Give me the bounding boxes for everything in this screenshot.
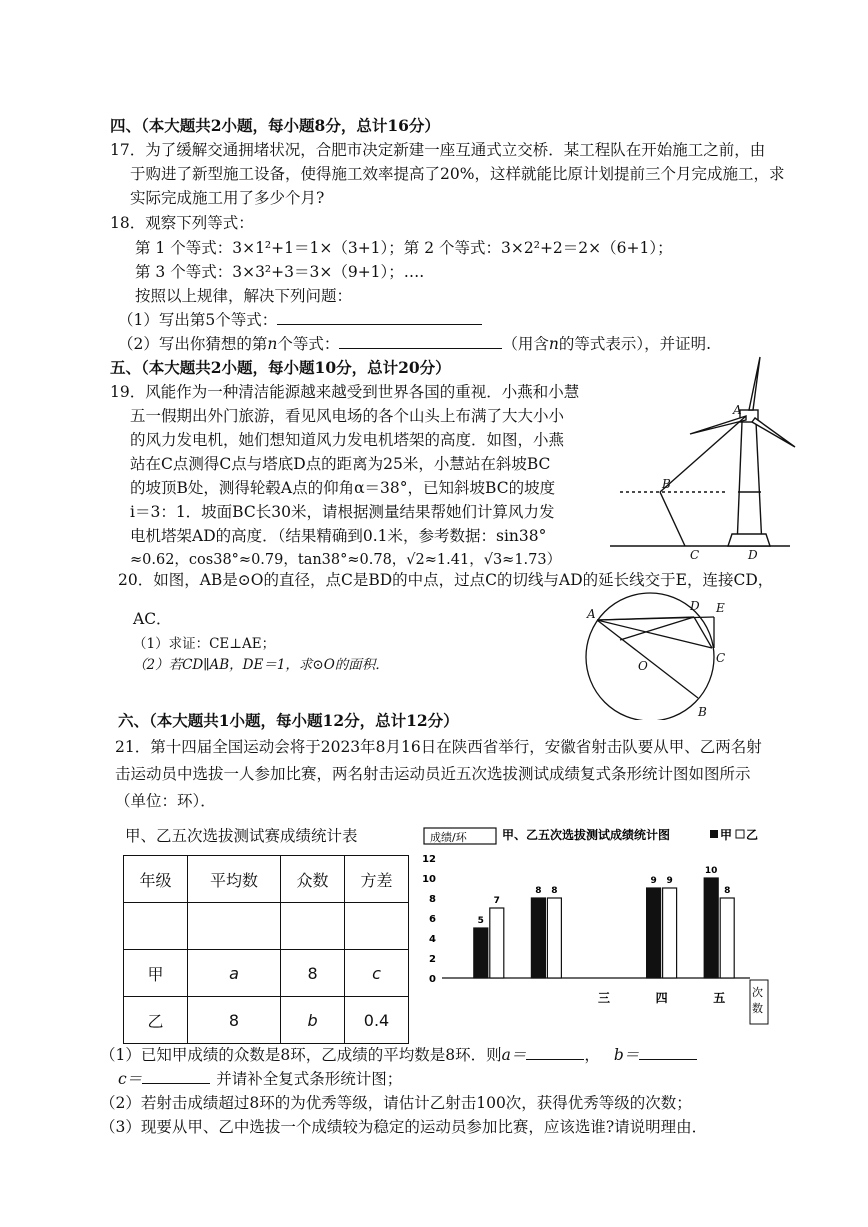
q21-line3: （单位：环）． [115,792,216,810]
label-d: D [748,548,758,562]
label-d: D [690,599,700,613]
q21-part1-cont [118,1069,402,1089]
tower-left [737,422,742,546]
blank-c[interactable] [142,1069,210,1084]
table-header: 平均数 [187,856,280,903]
y-tick-label: 6 [429,914,436,925]
q18-part2-text-c: （用含 [502,335,549,353]
table-cell [187,903,280,950]
legend-swatch-yi [736,830,744,838]
q18-part2-n2: n [548,335,559,353]
q19-line3: 的风力发电机，她们想知道风力发电机塔架的高度．如图，小燕 [130,431,565,449]
table-cell: c [345,950,409,997]
q17-line1: 17．为了缓解交通拥堵状况，合肥市决定新建一座互通式立交桥．某工程队在开始施工之前，由 [110,141,766,159]
bar-yi [547,898,561,978]
wind-turbine-figure [600,352,800,562]
label-b: B [662,477,671,491]
q21-part1 [100,1045,697,1065]
table-cell: 8 [281,950,345,997]
legend-label-jia: 甲 [720,828,733,842]
data-label: 9 [666,876,673,886]
q19-line1: 19．风能作为一种清洁能源越来越受到世界各国的重视．小燕和小慧 [110,383,580,401]
q21-line1: 21．第十四届全国运动会将于2023年8月16日在陕西省举行，安徽省射击队要从甲、乙两名射 [115,738,762,756]
table-cell [345,903,409,950]
section-4-title: 四、（本大题共2小题，每小题8分，总计16分） [110,116,440,135]
y-tick-label: 12 [422,854,436,865]
chart-xlabel-2: 数 [752,1002,763,1015]
tower-right [756,422,762,546]
section-6-title: 六、（本大题共1小题，每小题12分，总计12分） [118,711,459,730]
q21-part1-text: （1）已知甲成绩的众数是8环，乙成绩的平均数是8环．则 [100,1046,502,1064]
sight-line-ba [660,416,746,492]
score-table [123,855,409,1044]
x-tick-label: 四 [655,991,668,1005]
data-label: 9 [650,876,657,886]
table-cell: 乙 [124,997,188,1044]
table-header: 年级 [124,856,188,903]
q18-part1-blank[interactable] [277,310,482,325]
q19-line6: i＝3：1．坡面BC长30米，请根据测量结果帮她们计算风力发 [130,503,555,521]
q21-line2: 击运动员中选拔一人参加比赛，两名射击运动员近五次选拔测试成绩复式条形统计图如图所示 [115,765,751,783]
q21-part2: （2）若射击成绩超过8环的为优秀等级，请估计乙射击100次，获得优秀等级的次数； [100,1094,692,1112]
legend-swatch-jia [710,830,718,838]
q18-part1 [118,310,482,330]
y-tick-label: 2 [429,954,436,965]
section-5-title: 五、（本大题共2小题，每小题10分，总计20分） [110,358,451,377]
q21-part1-tail: 并请补全复式条形统计图； [216,1070,403,1088]
q18-title: 18．观察下列等式： [110,214,254,232]
blank-b[interactable] [639,1045,697,1060]
q20-line1: 20．如图，AB是⊙O的直径，点C是BD的中点，过点C的切线与AD的延长线交于E，连接CD， [118,571,774,589]
bar-jia [704,878,718,978]
q18-eq2: 第 3 个等式：3×3²+3＝3×（9+1）；…. [135,263,425,281]
q19-line7: 电机塔架AD的高度．（结果精确到0.1米，参考数据：sin38° [130,527,547,545]
bar-jia [647,888,661,978]
data-label: 8 [535,886,542,896]
x-tick-label: 三 [597,991,611,1005]
label-e: E [716,601,725,615]
legend-label-yi: 乙 [746,828,759,842]
q20-part1: （1）求证：CE⊥AE； [133,636,276,652]
q18-part1-text: （1）写出第5个等式： [118,311,278,329]
circle-figure [580,590,740,720]
table-cell: a [187,950,280,997]
blade-up [749,357,760,410]
table-cell: 甲 [124,950,188,997]
y-tick-label: 10 [422,874,436,885]
slope-bc [660,492,685,546]
y-tick-label: 4 [429,934,436,945]
q18-rule: 按照以上规律，解决下列问题： [135,287,353,305]
label-o: O [638,659,648,673]
y-tick-label: 0 [429,974,436,985]
q20-part2: （2）若CD∥AB，DE＝1，求⊙O的面积． [133,657,389,673]
bar-chart [420,822,770,1027]
bar-jia [474,928,488,978]
q18-eq1: 第 1 个等式：3×1²+1＝1×（3+1）；第 2 个等式：3×2²+2＝2×（6+1）； [135,239,673,257]
label-c: C [690,548,700,562]
q18-part2-n: n [267,335,278,353]
q18-part2-blank[interactable] [339,334,502,349]
data-label: 7 [493,896,500,906]
q21-part3: （3）现要从甲、乙中选拔一个成绩较为稳定的运动员参加比赛，应该选谁?请说明理由． [100,1118,708,1136]
bar-yi [663,888,677,978]
q20-line2: AC． [133,610,172,628]
label-c: C [716,651,726,665]
table-title: 甲、乙五次选拔测试赛成绩统计表 [125,827,358,845]
data-label: 8 [551,886,558,896]
blade-right [752,418,795,447]
q19-line4: 站在C点测得C点与塔底D点的距离为25米，小慧站在斜坡BC [130,455,551,473]
q19-line5: 的坡顶B处，测得轮毂A点的仰角α＝38°，已知斜坡BC的坡度 [130,479,556,497]
q18-part2-text-d: 的等式表示），并证明. [558,335,712,353]
q21-comma: ， [584,1046,600,1064]
table-cell: b [281,997,345,1044]
q18-part2-text-a: （2）写出你猜想的第 [118,335,268,353]
label-a: A [587,607,596,621]
table-header: 方差 [345,856,409,903]
table-cell [124,903,188,950]
q19-line8: ≈0.62，cos38°≈0.79，tan38°≈0.78，√2≈1.41，√3≈1.73） [130,552,562,568]
q18-part2 [118,334,711,354]
q18-part2-text-b: 个等式： [277,335,340,353]
table-cell [281,903,345,950]
chart-xlabel-1: 次 [752,986,763,999]
chart-ylabel: 成绩/环 [430,831,467,844]
bar-yi [720,898,734,978]
q17-line3: 实际完成施工用了多少个月? [130,189,325,207]
bar-jia [531,898,545,978]
blade-left [690,416,746,434]
q17-line2: 于购进了新型施工设备，使得施工效率提高了20%，这样就能比原计划提前三个月完成施工，求 [130,165,785,183]
y-tick-label: 8 [429,894,436,905]
var-a-label: a＝ [501,1046,527,1064]
bar-yi [490,908,504,978]
blank-a[interactable] [526,1045,584,1060]
data-label: 5 [477,916,484,926]
q19-line2: 五一假期出外门旅游，看见风电场的各个山头上布满了大大小小 [130,407,565,425]
data-label: 10 [704,866,718,876]
label-a: A [733,403,742,417]
table-header: 众数 [281,856,345,903]
table-cell: 8 [187,997,280,1044]
var-b-label: b＝ [613,1046,640,1064]
table-cell: 0.4 [345,997,409,1044]
data-label: 8 [724,886,731,896]
chart-title: 甲、乙五次选拔测试成绩统计图 [502,828,671,842]
var-c-label: c＝ [118,1070,143,1088]
label-b: B [698,705,707,719]
x-tick-label: 五 [713,991,726,1005]
